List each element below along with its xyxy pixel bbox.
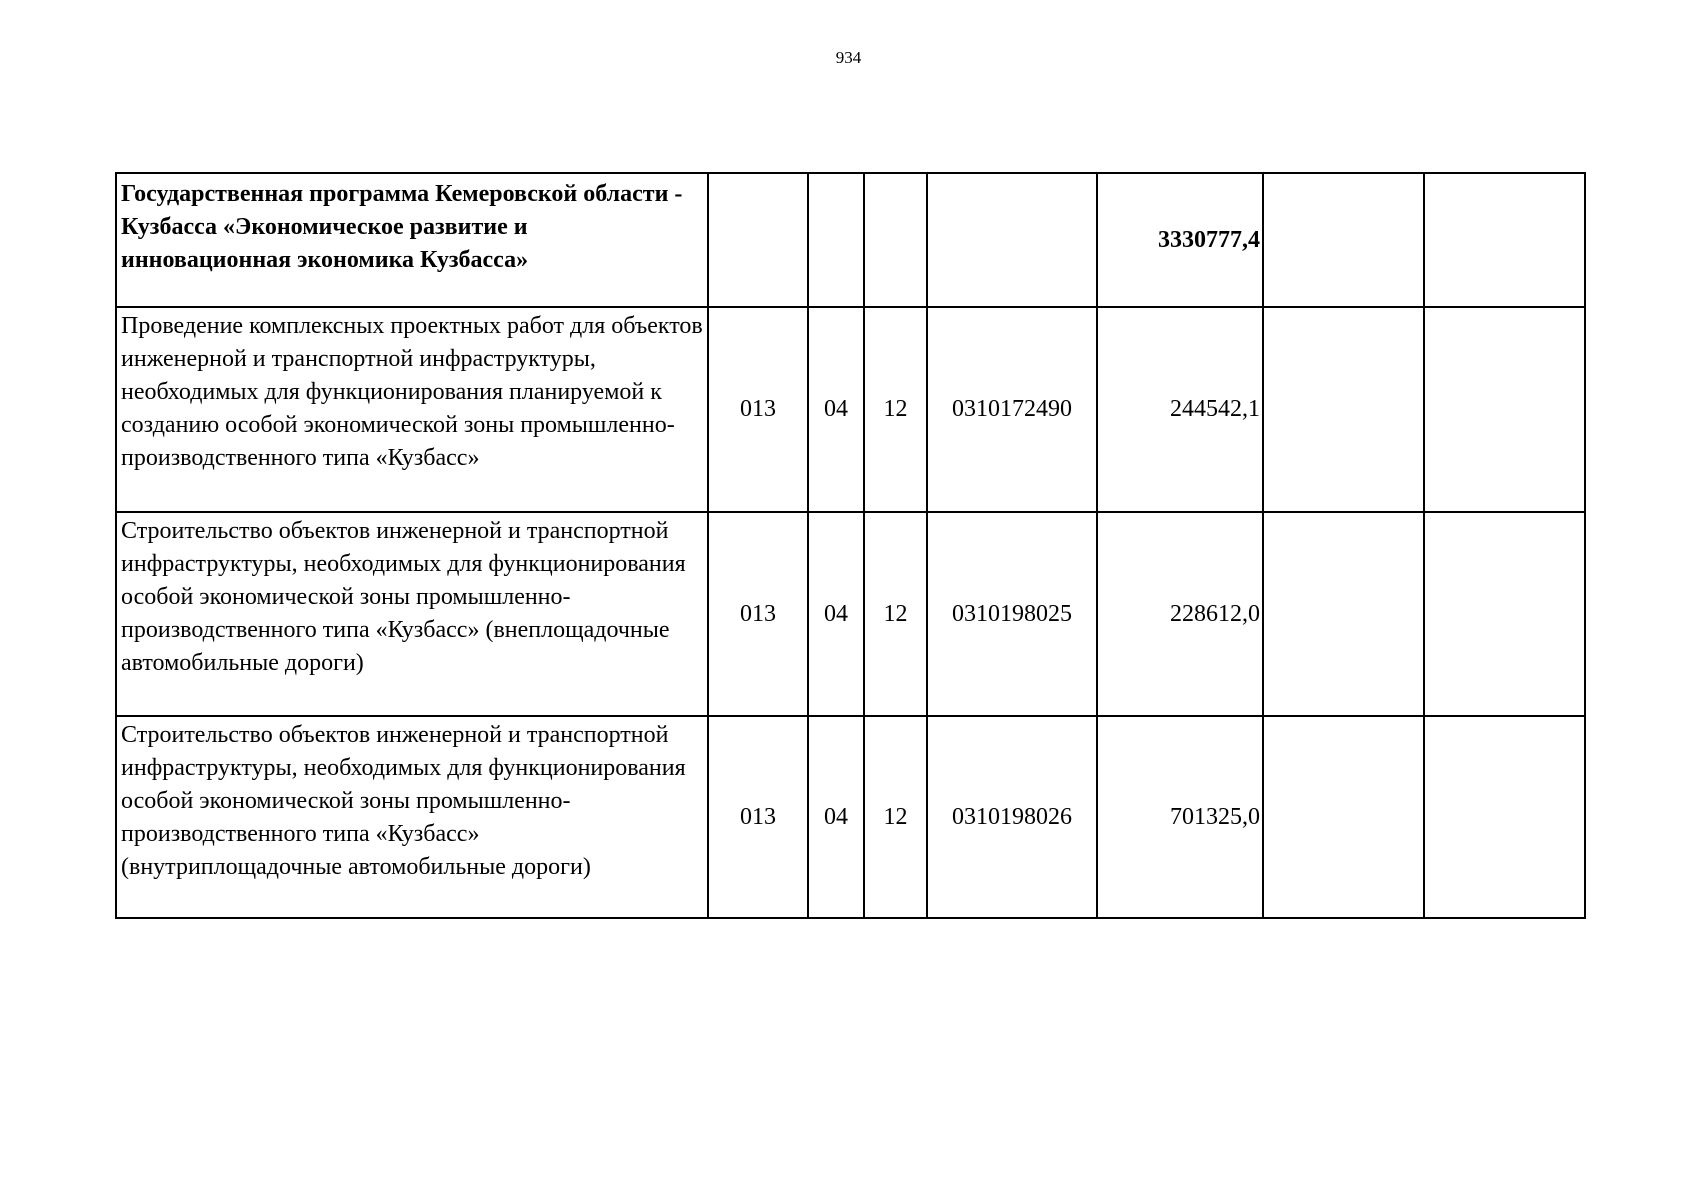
section-code: 04 [808,512,864,716]
section-code: 04 [808,716,864,918]
ministry-code: 013 [708,512,808,716]
empty-cell [1263,307,1424,512]
table-row [116,173,1585,307]
target-article-code: 0310172490 [927,307,1097,512]
amount: 3330777,4 [1097,173,1263,307]
row-description: Строительство объектов инженерной и транспортной инфраструктуры, необходимых для функционирования особой экономической зоны промышленно-производственного типа «Кузбасс» (внеплощадочные автомобильные дороги) [116,512,708,716]
target-article-code [927,173,1097,307]
empty-cell [1424,307,1585,512]
ministry-code: 013 [708,716,808,918]
row-description: Проведение комплексных проектных работ для объектов инженерной и транспортной инфраструктуры, необходимых для функционирования планируемой к созданию особой экономической зоны промышленно-производственного типа «Кузбасс» [116,307,708,512]
section-code: 04 [808,307,864,512]
empty-cell [1424,716,1585,918]
row-description: Строительство объектов инженерной и транспортной инфраструктуры, необходимых для функционирования особой экономической зоны промышленно-производственного типа «Кузбасс» (внутриплощадочные автомобильные дороги) [116,716,708,918]
amount: 228612,0 [1097,512,1263,716]
ministry-code [708,173,808,307]
amount: 244542,1 [1097,307,1263,512]
row-description: Государственная программа Кемеровской области - Кузбасса «Экономическое развитие и инновационная экономика Кузбасса» [116,173,708,307]
budget-table [115,172,1586,919]
section-code [808,173,864,307]
target-article-code: 0310198026 [927,716,1097,918]
subsection-code: 12 [864,716,927,918]
table-row [116,512,1585,716]
table-row [116,307,1585,512]
empty-cell [1424,173,1585,307]
empty-cell [1263,173,1424,307]
table-row [116,716,1585,918]
empty-cell [1424,512,1585,716]
subsection-code: 12 [864,307,927,512]
empty-cell [1263,512,1424,716]
empty-cell [1263,716,1424,918]
subsection-code: 12 [864,512,927,716]
target-article-code: 0310198025 [927,512,1097,716]
page-number: 934 [835,48,862,67]
ministry-code: 013 [708,307,808,512]
amount: 701325,0 [1097,716,1263,918]
subsection-code [864,173,927,307]
